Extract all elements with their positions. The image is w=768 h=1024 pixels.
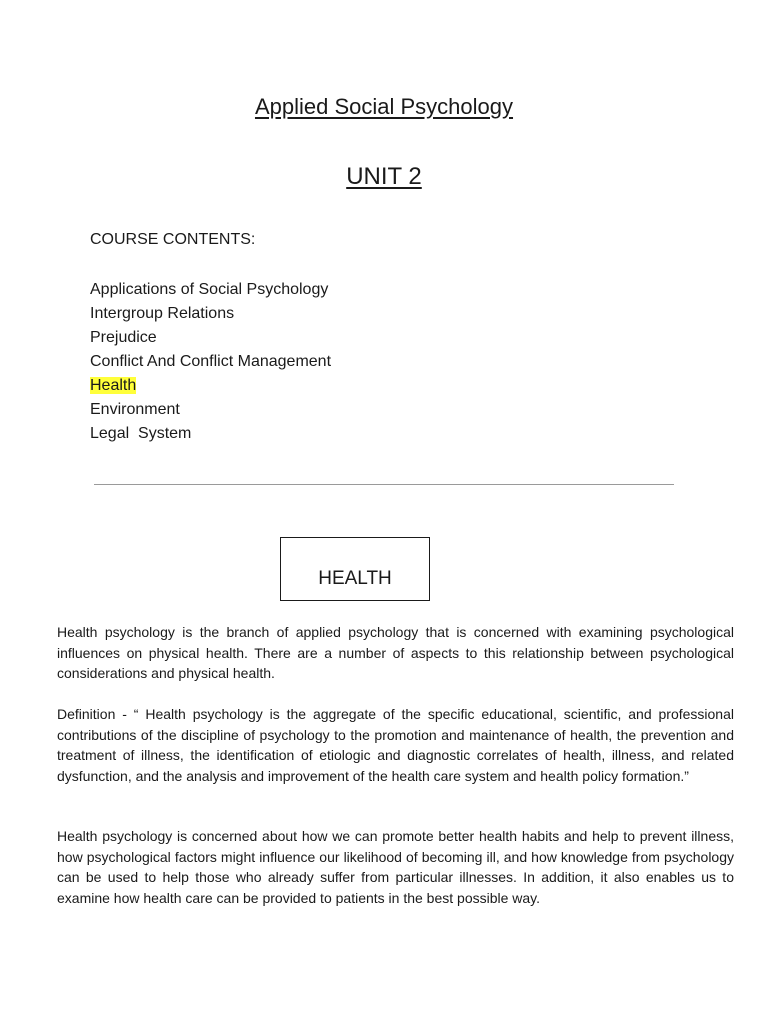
body-paragraph: Health psychology is concerned about how we can promote better health habits and help to prevent illness, how psychological factors might influence our likelihood of becoming ill, and how knowledge from psychology can be used to help those who already suffer from particular illnesses. In addition, it also enables us to examine how health care can be provided to patients in the best possible way. [57, 828, 734, 906]
course-contents-item-label: Environment [90, 401, 180, 418]
course-contents-list [90, 278, 331, 446]
unit-title: UNIT 2 [346, 163, 422, 190]
course-contents-item-label: Intergroup Relations [90, 305, 235, 322]
course-contents-item-highlighted [90, 374, 331, 398]
horizontal-divider [94, 484, 674, 485]
course-contents-item-label: Conflict And Conflict Management [90, 353, 332, 370]
course-contents-item-label: Legal System [90, 425, 192, 442]
course-contents-item [90, 278, 331, 302]
body-paragraph: Health psychology is the branch of applied psychology that is concerned with examining psychological influences on physical health. There are a number of aspects to this relationship between psychological considerations and physical health. [57, 624, 734, 682]
highlighted-text: Health [90, 377, 137, 394]
course-contents-item [90, 350, 331, 374]
course-contents-item-label: Applications of Social Psychology [90, 281, 329, 298]
section-heading-box [280, 537, 430, 601]
course-contents-item [90, 302, 331, 326]
course-contents-heading: COURSE CONTENTS: [90, 231, 256, 248]
course-contents-item-label: Prejudice [90, 329, 157, 346]
section-heading: HEALTH [318, 568, 392, 589]
course-contents-item [90, 422, 331, 446]
course-contents-item [90, 398, 331, 422]
document-title: Applied Social Psychology [254, 94, 514, 119]
definition-paragraph: Definition - “ Health psychology is the aggregate of the specific educational, scientific, and professional contributions of the discipline of psychology to the promotion and maintenance of health, the prevention and treatment of illness, the identification of etiologic and diagnostic correlates of health, illness, and related dysfunction, and the analysis and improvement of the health care system and health policy formation.” [57, 706, 734, 784]
course-contents-item [90, 326, 331, 350]
